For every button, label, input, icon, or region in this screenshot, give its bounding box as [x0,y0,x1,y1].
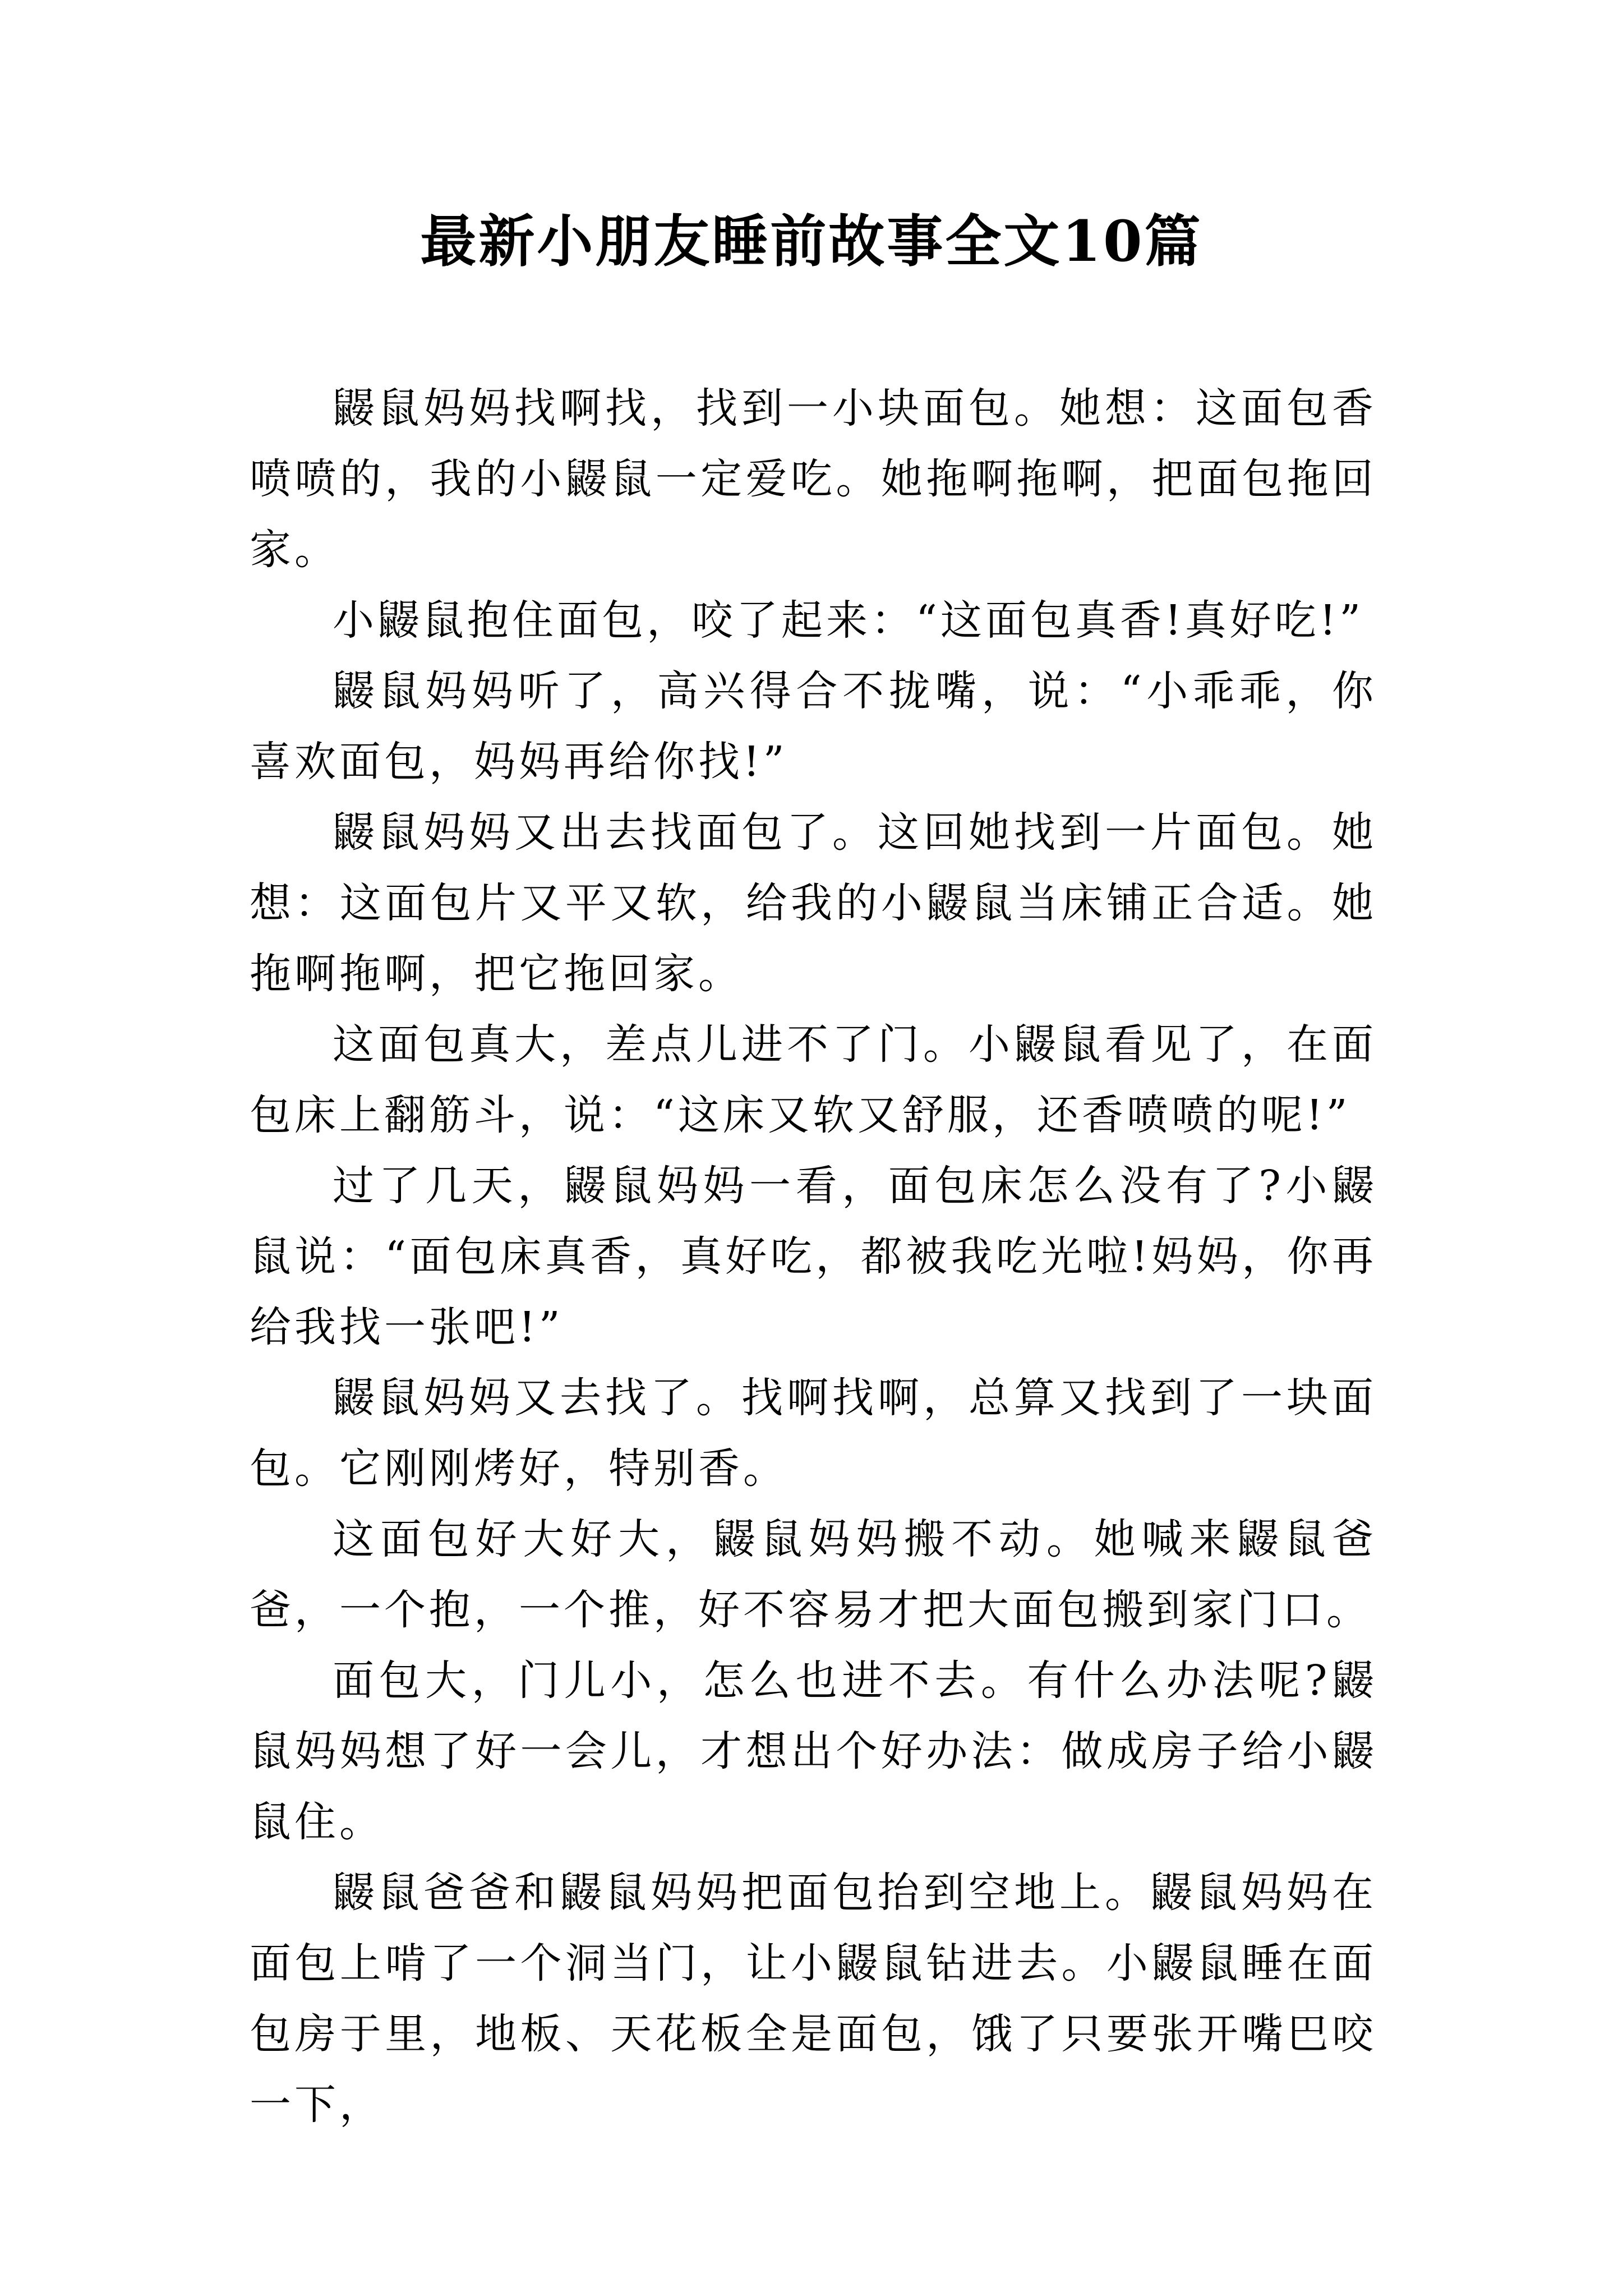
paragraph: 鼹鼠爸爸和鼹鼠妈妈把面包抬到空地上。鼹鼠妈妈在面包上啃了一个洞当门，让小鼹鼠钻进去。小鼹鼠睡在面包房于里，地板、天花板全是面包，饿了只要张开嘴巴咬一下， [250,1869,1377,2129]
paragraph: 面包大，门儿小，怎么也进不去。有什么办法呢?鼹鼠妈妈想了好一会儿，才想出个好办法：做成房子给小鼹鼠住。 [250,1657,1377,1846]
paragraph: 鼹鼠妈妈听了，高兴得合不拢嘴，说：“小乖乖，你喜欢面包，妈妈再给你找!” [250,667,1377,786]
paragraph: 鼹鼠妈妈找啊找，找到一小块面包。她想：这面包香喷喷的，我的小鼹鼠一定爱吃。她拖啊拖啊，把面包拖回家。 [250,384,1377,574]
paragraph: 鼹鼠妈妈又出去找面包了。这回她找到一片面包。她想：这面包片又平又软，给我的小鼹鼠当床铺正合适。她拖啊拖啊，把它拖回家。 [250,808,1377,998]
paragraph: 小鼹鼠抱住面包，咬了起来：“这面包真香!真好吃!” [333,596,1364,645]
paragraph: 鼹鼠妈妈又去找了。找啊找啊，总算又找到了一块面包。它刚刚烤好，特别香。 [250,1374,1377,1493]
paragraph: 过了几天，鼹鼠妈妈一看，面包床怎么没有了?小鼹鼠说：“面包床真香，真好吃，都被我吃光啦!妈妈，你再给我找一张吧!” [250,1162,1377,1351]
document-body [250,373,1377,2140]
paragraph: 这面包真大，差点儿进不了门。小鼹鼠看见了，在面包床上翻筋斗，说：“这床又软又舒服，还香喷喷的呢!” [250,1020,1377,1139]
paragraph: 这面包好大好大，鼹鼠妈妈搬不动。她喊来鼹鼠爸爸，一个抱，一个推，好不容易才把大面包搬到家门口。 [250,1515,1377,1634]
document-title: 最新小朋友睡前故事全文10篇 [420,208,1203,274]
